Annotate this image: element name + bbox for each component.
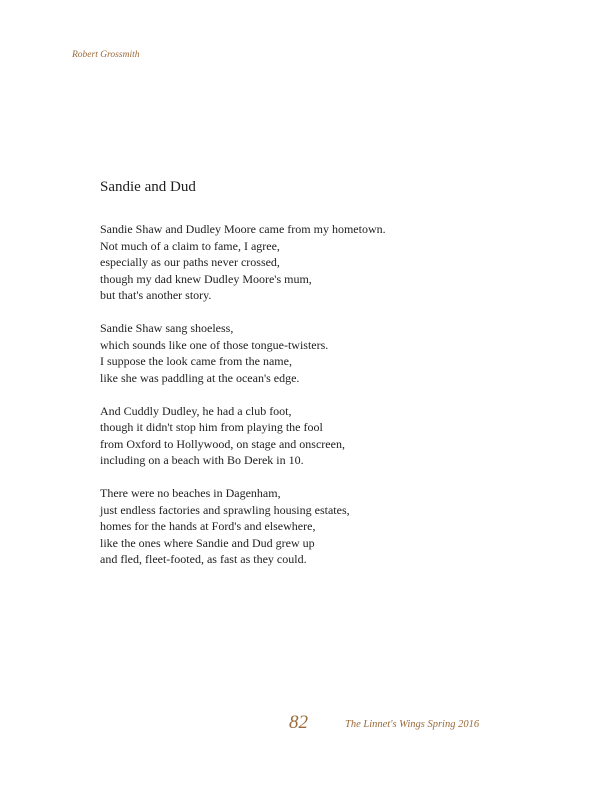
- poem-line: from Oxford to Hollywood, on stage and onscreen,: [100, 436, 345, 451]
- running-head-author: Robert Grossmith: [72, 50, 140, 60]
- page-number: 82: [289, 712, 308, 733]
- stanza-3: [100, 403, 540, 469]
- poem-line: and fled, fleet-footed, as fast as they could.: [100, 552, 307, 566]
- poem-line: like the ones where Sandie and Dud grew up: [100, 535, 315, 550]
- poem-line: but that's another story.: [100, 288, 212, 302]
- stanza-1: [100, 221, 540, 304]
- poem-line: though my dad knew Dudley Moore's mum,: [100, 271, 312, 286]
- poem-line: Not much of a claim to fame, I agree,: [100, 238, 280, 253]
- poem-body: [100, 221, 540, 584]
- poem-line: just endless factories and sprawling housing estates,: [100, 502, 350, 517]
- poem-line: like she was paddling at the ocean's edge.: [100, 370, 300, 385]
- poem-title: Sandie and Dud: [100, 179, 196, 195]
- poem-line: And Cuddly Dudley, he had a club foot,: [100, 403, 292, 418]
- poem-line: I suppose the look came from the name,: [100, 354, 292, 368]
- poem-line: homes for the hands at Ford's and elsewhere,: [100, 519, 316, 533]
- stanza-2: [100, 320, 540, 386]
- poem-line: Sandie Shaw sang shoeless,: [100, 321, 234, 335]
- poem-line: Sandie Shaw and Dudley Moore came from my hometown.: [100, 222, 386, 236]
- journal-title: The Linnet's Wings Spring 2016: [345, 719, 480, 730]
- poem-line: especially as our paths never crossed,: [100, 255, 280, 269]
- poem-line: though it didn't stop him from playing the fool: [100, 420, 323, 434]
- stanza-4: [100, 485, 540, 568]
- poem-line: which sounds like one of those tongue-twisters.: [100, 337, 329, 352]
- poem-line: There were no beaches in Dagenham,: [100, 486, 281, 500]
- poem-line: including on a beach with Bo Derek in 10.: [100, 453, 304, 467]
